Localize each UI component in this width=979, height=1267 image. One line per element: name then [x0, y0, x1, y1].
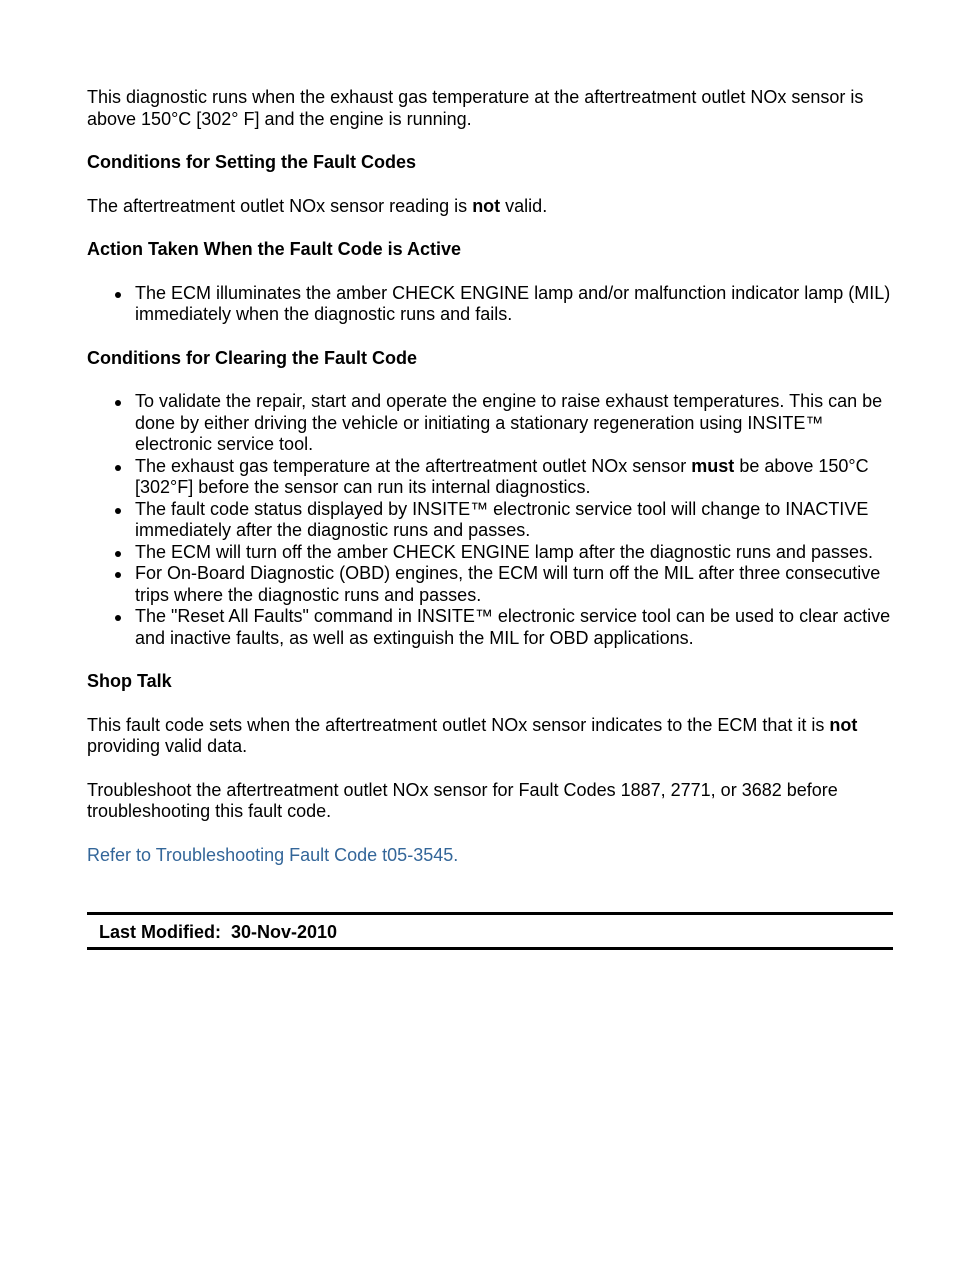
setting-text-after: valid. — [500, 195, 548, 216]
action-heading: Action Taken When the Fault Code is Active — [87, 239, 462, 259]
bullet-icon — [115, 615, 121, 621]
list-item — [87, 542, 893, 564]
list-item-text: The "Reset All Faults" command in INSITE™ electronic service tool can be used to clear active and inactive faults, as well as extinguish the MIL for OBD applications. — [135, 606, 891, 648]
bullet-icon — [115, 292, 121, 298]
bullet-icon — [115, 508, 121, 514]
list-item — [87, 283, 893, 326]
list-item — [87, 499, 893, 542]
clearing-list — [87, 391, 893, 649]
list-item-text: To validate the repair, start and operate the engine to raise exhaust temperatures. This can be done by either driving the vehicle or initiating a stationary regeneration using INSITE™ electronic service tool. — [135, 391, 883, 454]
clearing-heading: Conditions for Clearing the Fault Code — [87, 347, 417, 368]
list-item-text: The ECM illuminates the amber CHECK ENGINE lamp and/or malfunction indicator lamp (MIL) immediately when the diagnostic runs and fails. — [135, 282, 891, 324]
setting-text-bold: not — [472, 195, 501, 216]
bullet-icon — [115, 551, 121, 557]
intro-paragraph: This diagnostic runs when the exhaust gas temperature at the aftertreatment outlet NOx sensor is above 150°C [302° F] and the engine is running. — [87, 87, 864, 129]
list-item-text: The fault code status displayed by INSITE™ electronic service tool will change to INACTIVE immediately after the diagnostic runs and passes. — [135, 498, 869, 540]
shop-talk-text-after: providing valid data. — [87, 736, 248, 756]
action-list — [87, 283, 893, 326]
document-body — [87, 87, 893, 888]
list-item-text-before: The exhaust gas temperature at the aftertreatment outlet NOx sensor — [135, 455, 692, 476]
list-item-text-bold: must — [691, 455, 735, 476]
bullet-icon — [115, 572, 121, 578]
setting-heading: Conditions for Setting the Fault Codes — [87, 152, 416, 172]
list-item-text: The ECM will turn off the amber CHECK ENGINE lamp after the diagnostic runs and passes. — [135, 541, 873, 562]
footer-bar — [87, 912, 893, 950]
shop-talk-text-before: This fault code sets when the aftertreatment outlet NOx sensor indicates to the ECM that it is — [87, 714, 830, 735]
shop-talk-text-bold: not — [829, 714, 858, 735]
troubleshooting-link[interactable]: Refer to Troubleshooting Fault Code t05-3545. — [87, 844, 459, 865]
list-item — [87, 391, 893, 456]
setting-paragraph — [87, 196, 893, 218]
setting-text-before: The aftertreatment outlet NOx sensor reading is — [87, 195, 473, 216]
troubleshooting-link-paragraph — [87, 845, 893, 867]
last-modified-label: Last Modified: 30-Nov-2010 — [99, 922, 338, 942]
shop-talk-heading: Shop Talk — [87, 671, 172, 691]
bullet-icon — [115, 400, 121, 406]
bullet-icon — [115, 465, 121, 471]
list-item — [87, 563, 893, 606]
list-item — [87, 606, 893, 649]
list-item — [87, 456, 893, 499]
list-item-text-after: be above 150°C [302°F] before the sensor can run its internal diagnostics. — [135, 455, 869, 497]
shop-talk-paragraph-2: Troubleshoot the aftertreatment outlet NOx sensor for Fault Codes 1887, 2771, or 3682 before troubleshooting this fault code. — [87, 779, 838, 821]
shop-talk-paragraph-1 — [87, 715, 893, 758]
list-item-text: For On-Board Diagnostic (OBD) engines, the ECM will turn off the MIL after three consecutive trips where the diagnostic runs and passes. — [135, 563, 881, 605]
